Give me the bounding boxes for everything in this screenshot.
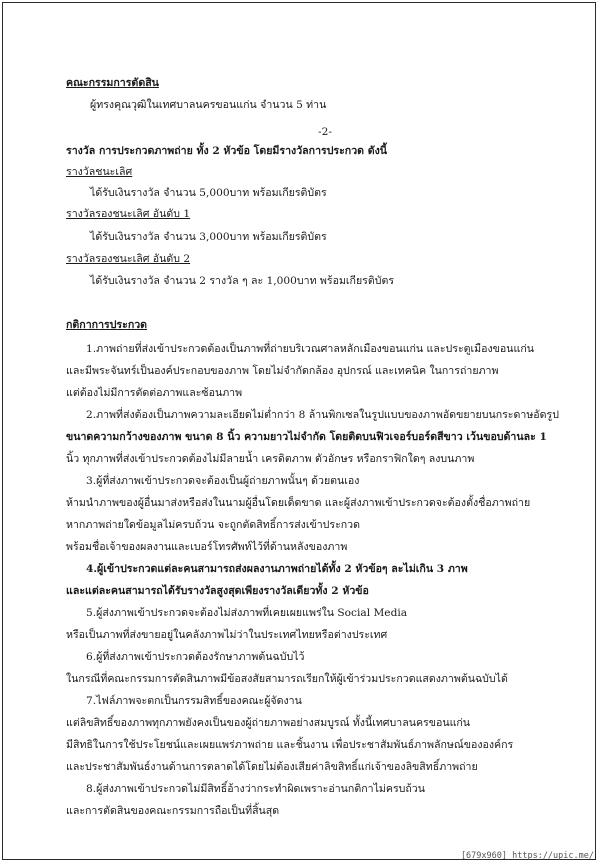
rule-line: หากภาพถ่ายใดข้อมูลไม่ครบถ้วน จะถูกตัดสิทธิ์การส่งเข้าประกวด <box>66 519 360 531</box>
prize-title: รางวัลชนะเลิศ <box>66 166 133 178</box>
prize-detail: ได้รับเงินรางวัล จำนวน 5,000บาท พร้อมเกียรติบัตร <box>90 187 327 199</box>
prize-title: รางวัลรองชนะเลิศ อันดับ 1 <box>66 208 191 220</box>
rule-line: และประชาสัมพันธ์งานด้านการตลาดได้โดยไม่ต้องเสียค่าลิขสิทธิ์แก่เจ้าของลิขสิทธิ์ภาพถ่าย <box>66 761 478 773</box>
rule-line: 5.ผู้ส่งภาพเข้าประกวดจะต้องไม่ส่งภาพที่เคยเผยแพร่ใน Social Media <box>86 607 408 619</box>
rule-line: 8.ผู้ส่งภาพเข้าประกวดไม่มีสิทธิ์อ้างว่ากระทำผิดเพราะอ่านกติกาไม่ครบถ้วน <box>86 783 425 795</box>
rule-line: ห้ามนำภาพของผู้อื่นมาส่งหรือส่งในนามผู้อื่นโดยเด็ดขาด และผู้ส่งภาพเข้าประกวดจะต้องตั้งชื่อภาพถ่าย <box>66 497 531 509</box>
image-watermark: [679x960] https://upic.me/ <box>460 851 594 861</box>
rules-heading: กติกาการประกวด <box>66 319 148 331</box>
rule-line: 4.ผู้เข้าประกวดแต่ละคนสามารถส่งผลงานภาพถ่ายได้ทั้ง 2 หัวข้อๆ ละไม่เกิน 3 ภาพ <box>86 563 468 575</box>
committee-heading: คณะกรรมการตัดสิน <box>66 77 159 89</box>
prize-detail: ได้รับเงินรางวัล จำนวน 3,000บาท พร้อมเกียรติบัตร <box>90 231 327 243</box>
rule-line: มีสิทธิในการใช้ประโยชน์และเผยแพร่ภาพถ่าย และชิ้นงาน เพื่อประชาสัมพันธ์ภาพลักษณ์ขององค์กร <box>66 739 514 751</box>
rule-line: ขนาดความกว้างของภาพ ขนาด 8 นิ้ว ความยาวไม่จำกัด โดยติดบนฟิวเจอร์บอร์ดสีขาว เว้นขอบด้านละ 1 <box>66 431 547 443</box>
prizes-heading: รางวัล การประกวดภาพถ่าย ทั้ง 2 หัวข้อ โดยมีรางวัลการประกวด ดังนี้ <box>66 145 388 157</box>
prize-detail: ได้รับเงินรางวัล จำนวน 2 รางวัล ๆ ละ 1,000บาท พร้อมเกียรติบัตร <box>90 275 395 287</box>
rule-line: แต่ลิขสิทธิ์ของภาพทุกภาพยังคงเป็นของผู้ถ่ายภาพอย่างสมบูรณ์ ทั้งนี้เทศบาลนครขอนแก่น <box>66 717 471 729</box>
rule-line: และมีพระจันทร์เป็นองค์ประกอบของภาพ โดยไม่จำกัดกล้อง อุปกรณ์ และเทคนิค ในการถ่ายภาพ <box>66 365 499 377</box>
rule-line: 3.ผู้ที่ส่งภาพเข้าประกวดจะต้องเป็นผู้ถ่ายภาพนั้นๆ ด้วยตนเอง <box>86 475 360 487</box>
rule-line: และแต่ละคนสามารถได้รับรางวัลสูงสุดเพียงรางวัลเดียวทั้ง 2 หัวข้อ <box>66 585 369 597</box>
rule-line: 2.ภาพที่ส่งต้องเป็นภาพความละเอียดไม่ต่ำกว่า 8 ล้านพิกเซลในรูปแบบของภาพอัดขยายบนกระดาษอัดรูป <box>86 409 559 421</box>
committee-line: ผู้ทรงคุณวุฒิในเทศบาลนครขอนแก่น จำนวน 5 ท่าน <box>90 99 327 111</box>
rule-line: 1.ภาพถ่ายที่ส่งเข้าประกวดต้องเป็นภาพที่ถ่ายบริเวณศาลหลักเมืองขอนแก่น และประตูเมืองขอนแก่น <box>86 343 535 355</box>
page-number: -2- <box>318 126 332 138</box>
rule-line: และการตัดสินของคณะกรรมการถือเป็นที่สิ้นสุด <box>66 805 280 817</box>
rule-line: นิ้ว ทุกภาพที่ส่งเข้าประกวดต้องไม่มีลายน้ำ เครดิตภาพ ตัวอักษร หรือกราฟิกใดๆ ลงบนภาพ <box>66 453 475 465</box>
rule-line: 7.ไฟล์ภาพจะตกเป็นกรรมสิทธิ์ของคณะผู้จัดงาน <box>86 695 302 707</box>
rule-line: แต่ต้องไม่มีการตัดต่อภาพและซ้อนภาพ <box>66 387 243 399</box>
rule-line: หรือเป็นภาพที่ส่งขายอยู่ในคลังภาพไม่ว่าในประเทศไทยหรือต่างประเทศ <box>66 629 388 641</box>
rule-line: ในกรณีที่คณะกรรมการตัดสินภาพมีข้อสงสัยสามารถเรียกให้ผู้เข้าร่วมประกวดแสดงภาพต้นฉบับได้ <box>66 673 508 685</box>
rule-line: 6.ผู้ที่ส่งภาพเข้าประกวดต้องรักษาภาพต้นฉบับไว้ <box>86 651 305 663</box>
prize-title: รางวัลรองชนะเลิศ อันดับ 2 <box>66 253 191 265</box>
rule-line: พร้อมชื่อเจ้าของผลงานและเบอร์โทรศัพท์ไว้ที่ด้านหลังของภาพ <box>66 541 348 553</box>
